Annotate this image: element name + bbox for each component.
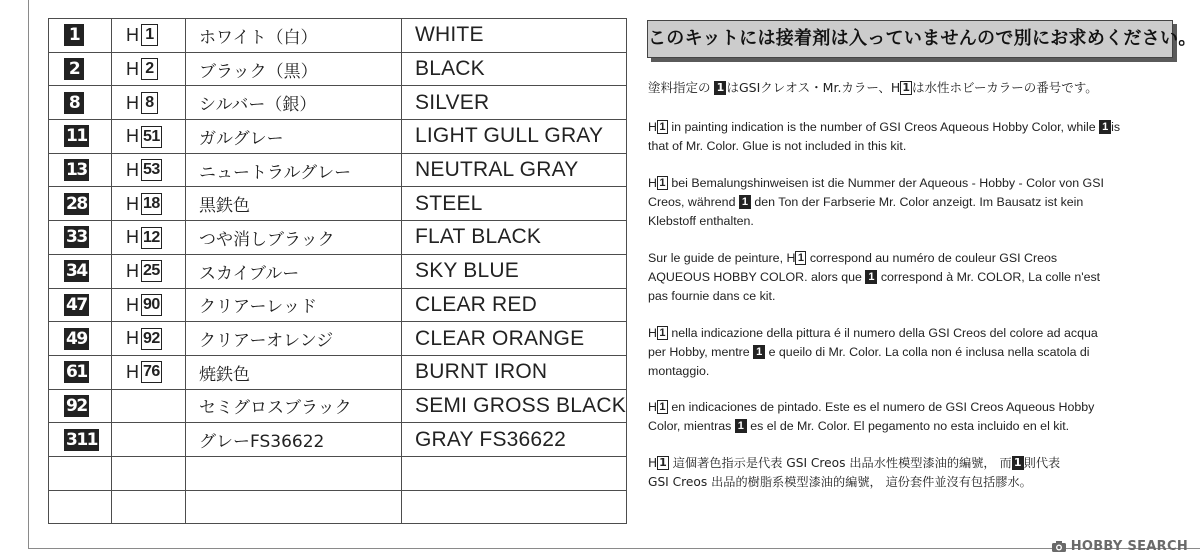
mr-color-number-badge: 1 [64, 24, 84, 46]
table-row [49, 423, 627, 457]
mr-color-cell [49, 456, 112, 490]
hobby-color-prefix: H [126, 361, 139, 382]
japanese-color-name: シルバー（銀） [186, 86, 402, 120]
paint-color-table [48, 18, 627, 524]
mr-color-number-badge: 13 [66, 160, 87, 181]
hobby-color-badge-icon: 1 [657, 400, 668, 414]
hobby-color-cell [112, 254, 186, 288]
hobby-color-number-badge: 1 [141, 24, 158, 46]
watermark-text: HOBBY SEARCH [1070, 539, 1188, 554]
english-color-name: SEMI GROSS BLACK [402, 389, 627, 423]
english-color-name: CLEAR RED [402, 288, 627, 322]
table-row [49, 288, 627, 322]
japanese-color-name: つや消しブラック [186, 221, 402, 255]
note-japanese: 塗料指定の 1 はGSIクレオス・Mr.カラー、H 1 は水性ホビーカラーの番号です。 [648, 80, 1098, 95]
table-row [49, 120, 627, 154]
table-row [49, 322, 627, 356]
hobby-color-number-badge: 18 [141, 193, 162, 215]
japanese-color-name [186, 490, 402, 524]
hobby-color-number-badge: 25 [141, 260, 162, 282]
mr-color-badge-icon: 1 [1012, 456, 1024, 470]
japanese-color-name: 黒鉄色 [186, 187, 402, 221]
japanese-color-name: スカイブルー [186, 254, 402, 288]
mr-color-number-badge: 92 [66, 395, 87, 416]
mr-color-cell [49, 221, 112, 255]
hobby-color-number-badge: 90 [141, 294, 162, 316]
mr-color-number-badge: 311 [66, 429, 97, 450]
english-color-name: NEUTRAL GRAY [402, 153, 627, 187]
camera-logo-icon [1051, 540, 1067, 553]
mr-color-cell [49, 254, 112, 288]
mr-color-cell [49, 288, 112, 322]
hobby-color-cell [112, 490, 186, 524]
hobby-color-badge-icon: 1 [902, 81, 910, 94]
mr-color-number-badge: 47 [66, 294, 87, 315]
hobby-color-prefix: H [126, 126, 139, 147]
hobby-color-number-badge: 12 [141, 227, 162, 249]
hobby-color-badge-icon: 1 [657, 176, 668, 190]
note-italian: H 1 nella indicazione della pittura é il numero della GSI Creos del colore ad acqua per Hobby, mentre 1 e queilo di Mr. Color. La colla non é inclusa nella scatola di montaggio. [648, 326, 1098, 378]
hobby-color-prefix: H [126, 58, 139, 79]
mr-color-badge-icon: 1 [735, 419, 747, 433]
table-row [49, 187, 627, 221]
mr-color-cell [49, 322, 112, 356]
japanese-color-name: ホワイト（白） [186, 19, 402, 53]
english-color-name: BURNT IRON [402, 355, 627, 389]
english-color-name: LIGHT GULL GRAY [402, 120, 627, 154]
japanese-color-name: クリアーオレンジ [186, 322, 402, 356]
hobby-color-prefix: H [126, 92, 139, 113]
hobby-color-cell [112, 423, 186, 457]
hobby-color-cell [112, 389, 186, 423]
english-color-name: CLEAR ORANGE [402, 322, 627, 356]
table-row [49, 19, 627, 53]
table-row [49, 254, 627, 288]
table-row [49, 52, 627, 86]
japanese-color-name: ガルグレー [186, 120, 402, 154]
hobby-color-cell [112, 187, 186, 221]
mr-color-number-badge: 8 [64, 92, 84, 114]
mr-color-badge-icon: 1 [865, 270, 877, 284]
hobby-color-prefix: H [126, 328, 139, 349]
hobby-color-number-badge: 8 [141, 92, 158, 114]
table-row [49, 153, 627, 187]
mr-color-number-badge: 34 [66, 261, 87, 282]
mr-color-number-badge: 2 [64, 58, 84, 80]
hobby-color-prefix: H [126, 193, 139, 214]
japanese-color-name: 焼鉄色 [186, 355, 402, 389]
hobby-color-cell [112, 456, 186, 490]
english-color-name: FLAT BLACK [402, 221, 627, 255]
watermark [1051, 539, 1188, 554]
japanese-color-name: セミグロスブラック [186, 389, 402, 423]
note-french: Sur le guide de peinture, H 1 correspond au numéro de couleur GSI Creos AQUEOUS HOBBY COLOR. alors que 1 correspond à Mr. COLOR, La colle n'est pas fournie dans ce kit. [648, 251, 1101, 303]
mr-color-number-badge: 33 [66, 227, 87, 248]
mr-color-number-badge: 28 [66, 193, 87, 214]
note-chinese: H 1 這個著色指示是代表 GSI Creos 出品水性模型漆油的編號， 而 1 則代表 GSI Creos 出品的樹脂系模型漆油的編號， 這份套件並沒有包括膠水。 [648, 456, 1061, 489]
mr-color-cell [49, 153, 112, 187]
hobby-color-cell [112, 86, 186, 120]
hobby-color-badge-icon: 1 [657, 120, 668, 134]
hobby-color-number-badge: 2 [141, 58, 158, 80]
japanese-color-name: クリアーレッド [186, 288, 402, 322]
hobby-color-badge-icon: 1 [795, 251, 806, 265]
hobby-color-prefix: H [126, 159, 139, 180]
hobby-color-cell [112, 52, 186, 86]
mr-color-badge-icon: 1 [739, 195, 751, 209]
table-row [49, 456, 627, 490]
english-color-name: SKY BLUE [402, 254, 627, 288]
hobby-color-cell [112, 221, 186, 255]
hobby-color-badge-icon: 1 [657, 326, 668, 340]
hobby-color-cell [112, 153, 186, 187]
mr-color-number-badge: 61 [66, 362, 87, 383]
hobby-color-cell [112, 288, 186, 322]
japanese-color-name: ブラック（黒） [186, 52, 402, 86]
mr-color-badge-icon: 1 [714, 81, 726, 95]
paint-table-body [49, 19, 627, 524]
hobby-color-prefix: H [126, 294, 139, 315]
english-color-name: STEEL [402, 187, 627, 221]
hobby-color-prefix: H [126, 24, 139, 45]
hobby-color-cell [112, 120, 186, 154]
hobby-color-badge-icon: 1 [659, 456, 667, 469]
mr-color-badge-icon: 1 [753, 345, 765, 359]
note-german: H 1 bei Bemalungshinweisen ist die Nummer der Aqueous - Hobby - Color von GSI Creos, während 1 den Ton der Farbserie Mr. Color anzeigt. Im Bausatz ist kein Klebstoff enthalten. [648, 176, 1104, 228]
japanese-color-name [186, 456, 402, 490]
english-color-name [402, 456, 627, 490]
mr-color-cell [49, 490, 112, 524]
mr-color-cell [49, 355, 112, 389]
hobby-color-number-badge: 92 [141, 328, 162, 350]
note-spanish: H 1 en indicaciones de pintado. Este es el numero de GSI Creos Aqueous Hobby Color, mientras 1 es el de Mr. Color. El pegamento no esta incluido en el kit. [648, 400, 1095, 433]
hobby-color-prefix: H [126, 227, 139, 248]
japanese-color-name: ニュートラルグレー [186, 153, 402, 187]
mr-color-cell [49, 52, 112, 86]
mr-color-number-badge: 11 [66, 126, 87, 147]
mr-color-badge-icon: 1 [1099, 120, 1111, 134]
table-row [49, 490, 627, 524]
english-color-name: WHITE [402, 19, 627, 53]
table-row [49, 389, 627, 423]
instruction-notes [648, 78, 1188, 492]
english-color-name: SILVER [402, 86, 627, 120]
hobby-color-number-badge: 51 [141, 126, 162, 148]
mr-color-cell [49, 86, 112, 120]
mr-color-cell [49, 19, 112, 53]
table-row [49, 86, 627, 120]
english-color-name: BLACK [402, 52, 627, 86]
mr-color-cell [49, 120, 112, 154]
mr-color-cell [49, 389, 112, 423]
japanese-color-name: グレーFS36622 [186, 423, 402, 457]
note-english: H 1 in painting indication is the number of GSI Creos Aqueous Hobby Color, while 1 is that of Mr. Color. Glue is not included in this kit. [648, 120, 1121, 153]
english-color-name [402, 490, 627, 524]
hobby-color-cell [112, 355, 186, 389]
english-color-name: GRAY FS36622 [402, 423, 627, 457]
mr-color-number-badge: 49 [66, 328, 87, 349]
hobby-color-number-badge: 53 [141, 159, 162, 181]
table-row [49, 221, 627, 255]
hobby-color-prefix: H [126, 260, 139, 281]
glue-notice-banner: このキットには接着剤は入っていませんので別にお求めください。 [647, 20, 1173, 58]
mr-color-cell [49, 187, 112, 221]
table-row [49, 355, 627, 389]
hobby-color-number-badge: 76 [141, 361, 162, 383]
mr-color-cell [49, 423, 112, 457]
hobby-color-cell [112, 19, 186, 53]
hobby-color-cell [112, 322, 186, 356]
